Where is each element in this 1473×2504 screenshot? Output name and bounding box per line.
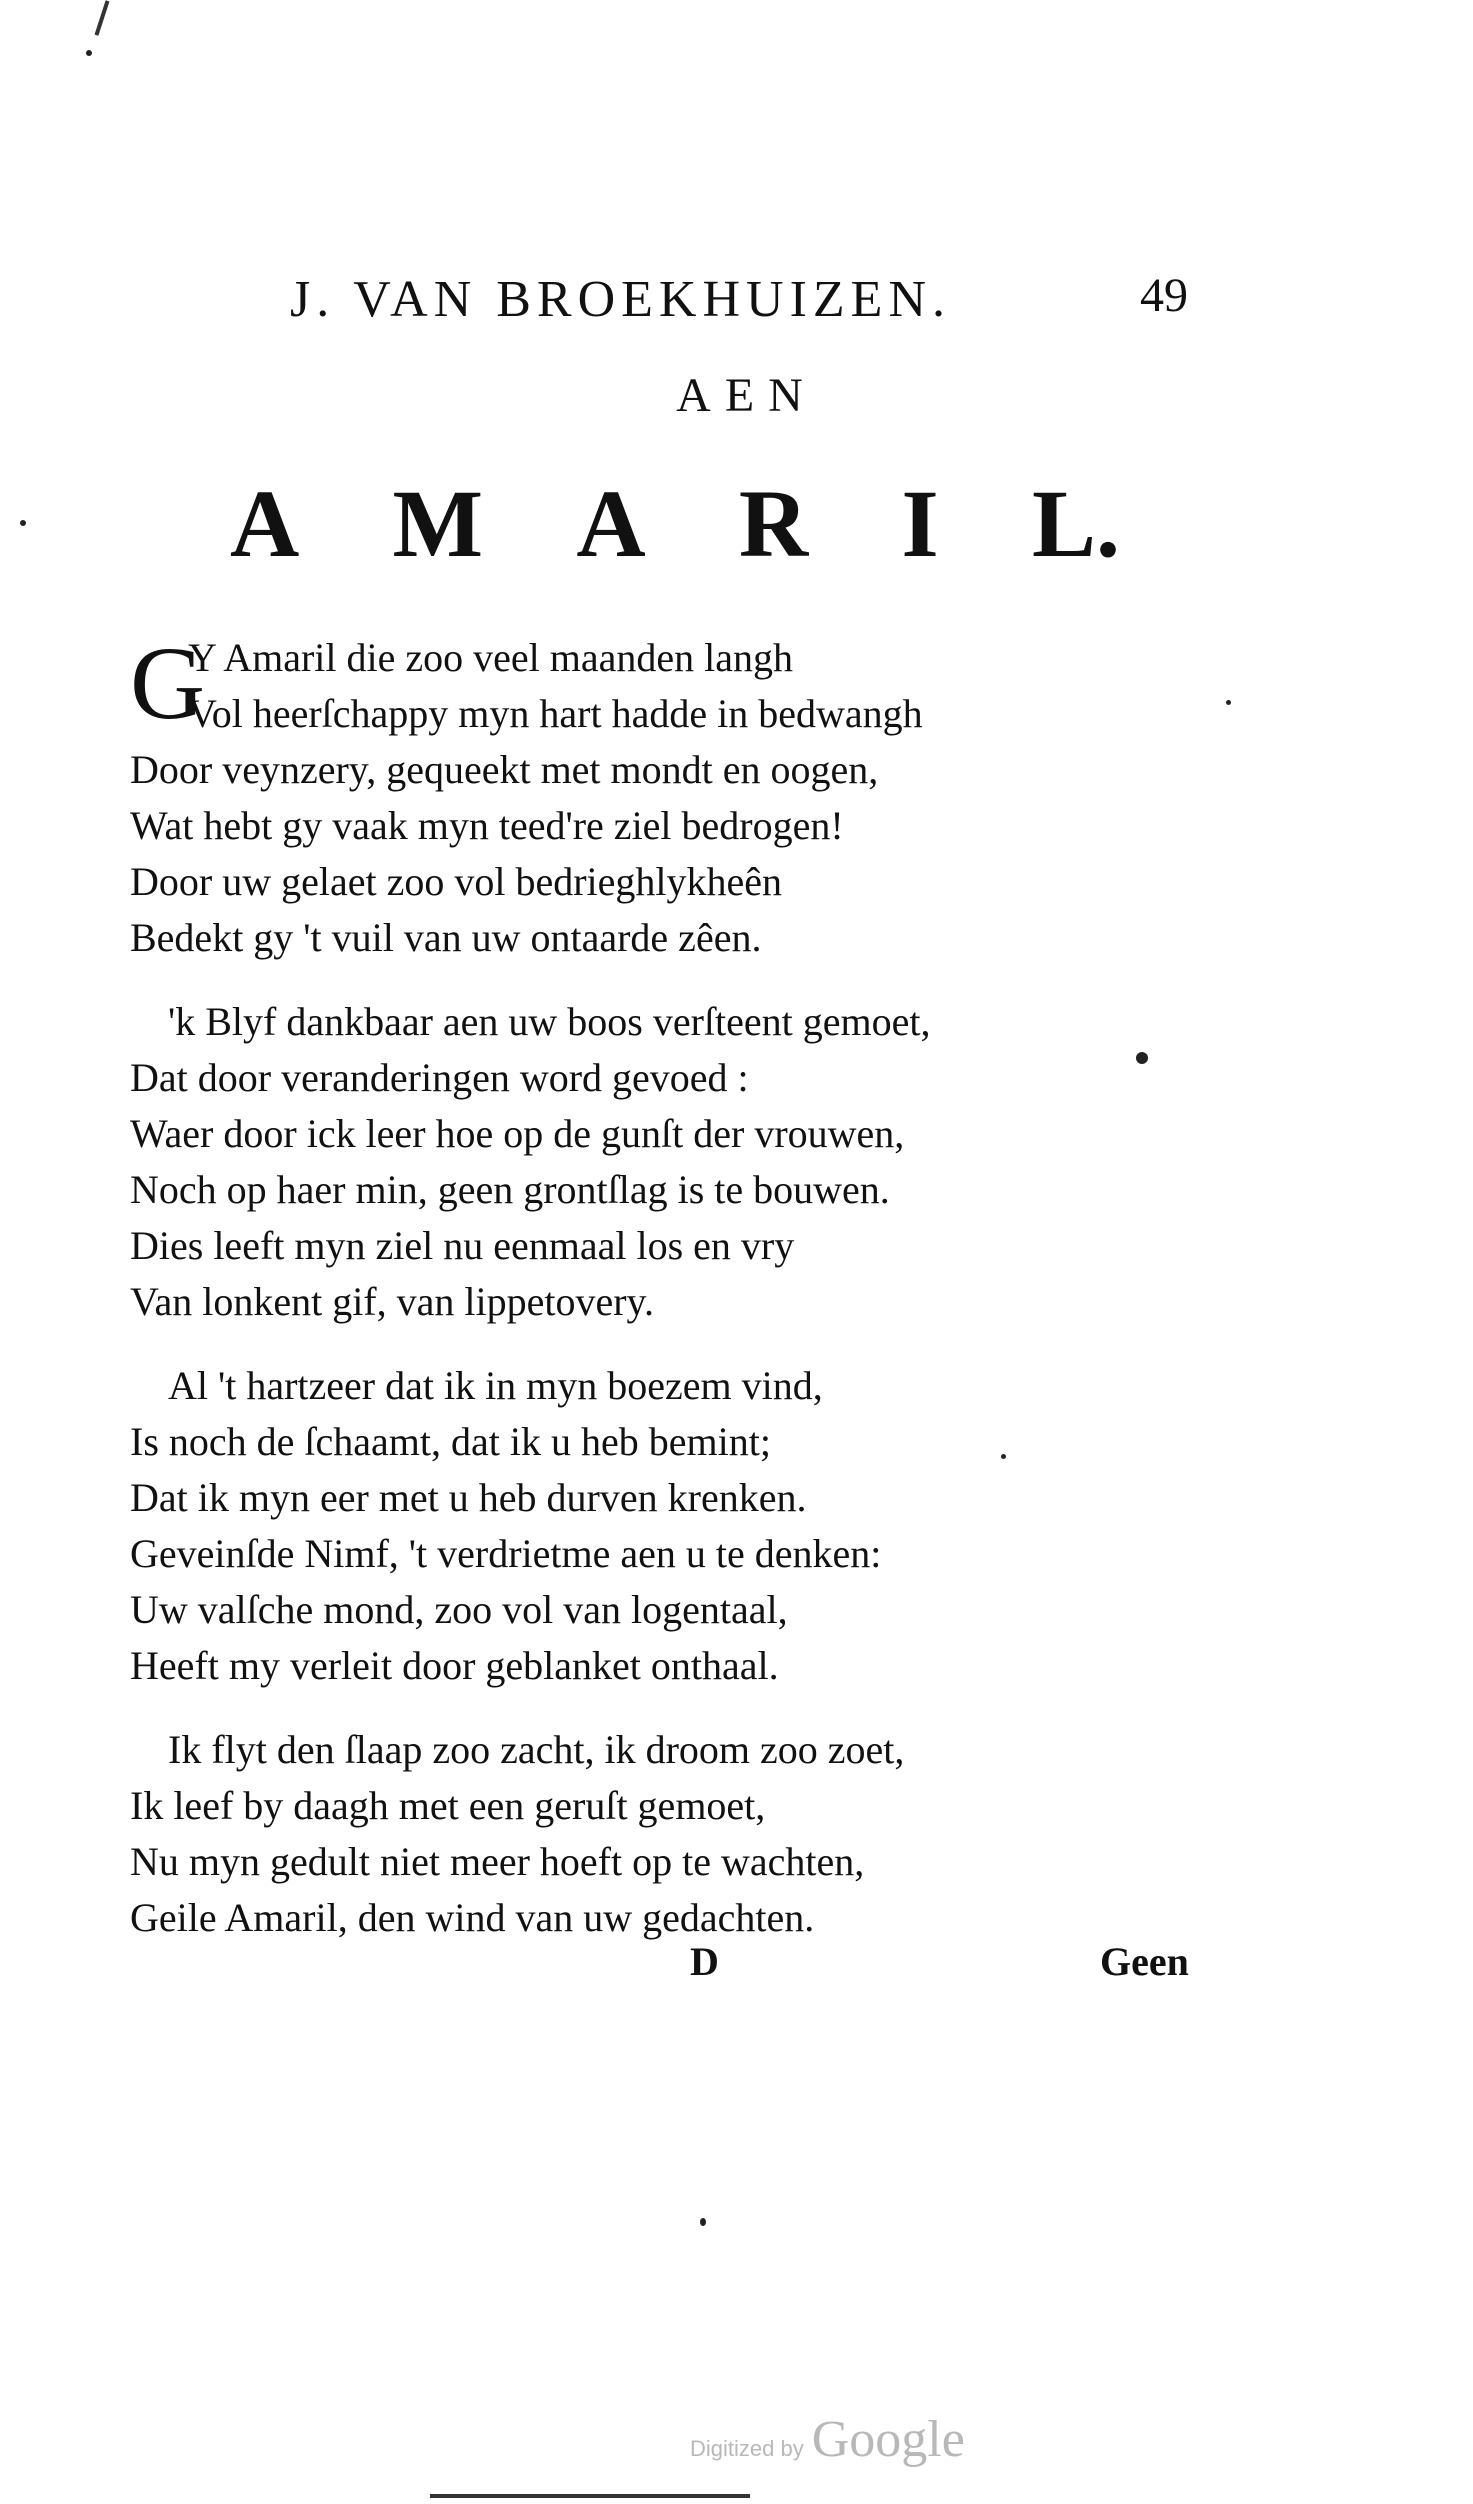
scan-speck <box>700 2218 706 2226</box>
catchword: Geen <box>1100 1939 1189 1984</box>
poem-line: Bedekt gy 't vuil van uw ontaarde zêen. <box>130 915 762 960</box>
title-letter: A <box>576 470 646 577</box>
title-letter: I <box>901 470 939 577</box>
poem-line: Geveinſde Nimf, 't verdrietme aen u te denken: <box>130 1531 882 1576</box>
title-aen: AEN <box>676 369 817 422</box>
scan-edge-mark <box>95 0 110 35</box>
stanza-4 <box>130 1722 1130 1946</box>
poem-line: Noch op haer min, geen grontſlag is te bouwen. <box>130 1167 890 1212</box>
running-head: J. VAN BROEKHUIZEN. <box>290 271 951 328</box>
poem-line: Vol heerſchappy myn hart hadde in bedwangh <box>188 691 923 736</box>
stanza-2 <box>130 994 1130 1330</box>
poem-line: Nu myn gedult niet meer hoeft op te wachten, <box>130 1839 865 1884</box>
poem-line-text: Y Amaril die zoo veel maanden langh <box>188 635 793 680</box>
poem-line: Wat hebt gy vaak myn teed're ziel bedrogen! <box>130 803 844 848</box>
poem-line: Geile Amaril, den wind van uw gedachten. <box>130 1895 815 1940</box>
poem-line: Door veynzery, gequeekt met mondt en oogen, <box>130 747 879 792</box>
poem-line: Door uw gelaet zoo vol bedrieghlykheên <box>130 859 783 904</box>
poem-line: Waer door ick leer hoe op de gunſt der vrouwen, <box>130 1111 905 1156</box>
poem-line: 'k Blyf dankbaar aen uw boos verſteent gemoet, <box>168 999 931 1044</box>
scan-speck <box>1136 1052 1148 1064</box>
poem-line: Dat door veranderingen word gevoed : <box>130 1055 749 1100</box>
title-letter: M <box>392 470 484 577</box>
poem-line: Uw valſche mond, zoo vol van logentaal, <box>130 1587 788 1632</box>
scan-edge-mark <box>430 2494 750 2498</box>
stanza-1 <box>130 626 1130 966</box>
title-letter: L. <box>1031 470 1120 577</box>
watermark-prefix: Digitized by <box>690 2436 804 2461</box>
poem-line: Ik flyt den ſlaap zoo zacht, ik droom zoo zoet, <box>168 1727 905 1772</box>
title-amaril <box>230 468 1120 579</box>
title-letter: A <box>230 470 300 577</box>
poem-line: Is noch de ſchaamt, dat ik u heb bemint; <box>130 1419 771 1464</box>
poem-line: Dies leeft myn ziel nu eenmaal los en vry <box>130 1223 795 1268</box>
digitized-watermark <box>690 2410 965 2469</box>
poem-line: Dat ik myn eer met u heb durven krenken. <box>130 1475 807 1520</box>
page-number: 49 <box>1140 269 1188 322</box>
title-letter: R <box>738 470 809 577</box>
scan-speck <box>86 50 92 56</box>
poem-line: Heeft my verleit door geblanket onthaal. <box>130 1643 779 1688</box>
scan-speck <box>20 520 26 526</box>
poem-line: Al 't hartzeer dat ik in myn boezem vind, <box>168 1363 823 1408</box>
poem-body <box>130 626 1130 1974</box>
scan-speck <box>1001 1454 1006 1459</box>
stanza-3 <box>130 1358 1130 1694</box>
catchline <box>0 1938 1473 1998</box>
scan-speck <box>1226 700 1231 705</box>
drop-cap: G <box>130 626 206 741</box>
poem-line: Van lonkent gif, van lippetovery. <box>130 1279 654 1324</box>
signature-mark: D <box>690 1939 719 1984</box>
poem-line: Ik leef by daagh met een geruſt gemoet, <box>130 1783 766 1828</box>
watermark-brand: Google <box>811 2411 965 2468</box>
